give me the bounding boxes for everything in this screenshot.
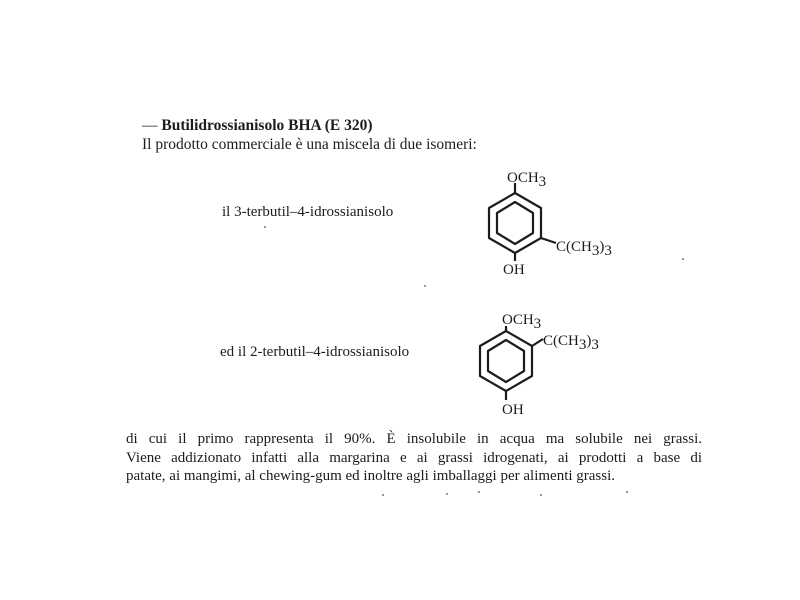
scan-speck (540, 494, 542, 496)
scan-speck (682, 258, 684, 260)
body-line-3: patate, ai mangimi, al chewing-gum ed inoltre agli imballaggi per alimenti grassi. (126, 468, 616, 484)
heading-title: Butilidrossianisolo BHA (E 320) (161, 117, 373, 134)
scan-speck (446, 493, 448, 495)
tbutyl-group-2: C(CH3)3 (543, 333, 599, 353)
scan-speck (478, 491, 480, 493)
och3-group-1: OCH3 (507, 170, 547, 190)
intro-sentence: Il prodotto commerciale è una miscela di due isomeri: (142, 136, 477, 153)
body-line-1: di cui il primo rappresenta il 90%. È insolubile in acqua ma solubile nei grassi. (126, 431, 702, 447)
scan-speck (626, 491, 628, 493)
oh-group-1: OH (503, 262, 525, 278)
oh-group-2: OH (502, 402, 524, 418)
isomer-2-label: ed il 2-terbutil–4-idrossianisolo (220, 344, 410, 360)
aromatic-ring-inner-2 (488, 340, 524, 382)
och3-group-2: OCH3 (502, 312, 542, 332)
isomer-1-label: il 3-terbutil–4-idrossianisolo (222, 204, 394, 220)
tbutyl-group-1: C(CH3)3 (556, 239, 612, 259)
bond-tbutyl-2 (532, 339, 543, 346)
scan-speck (382, 494, 384, 496)
scan-speck (424, 285, 426, 287)
body-paragraph (126, 430, 702, 486)
heading-dash: — (142, 117, 158, 134)
body-line-2: Viene addizionato infatti alla margarina e ai grassi idrogenati, ai prodotti a base di (126, 449, 702, 466)
scan-speck (264, 226, 266, 228)
